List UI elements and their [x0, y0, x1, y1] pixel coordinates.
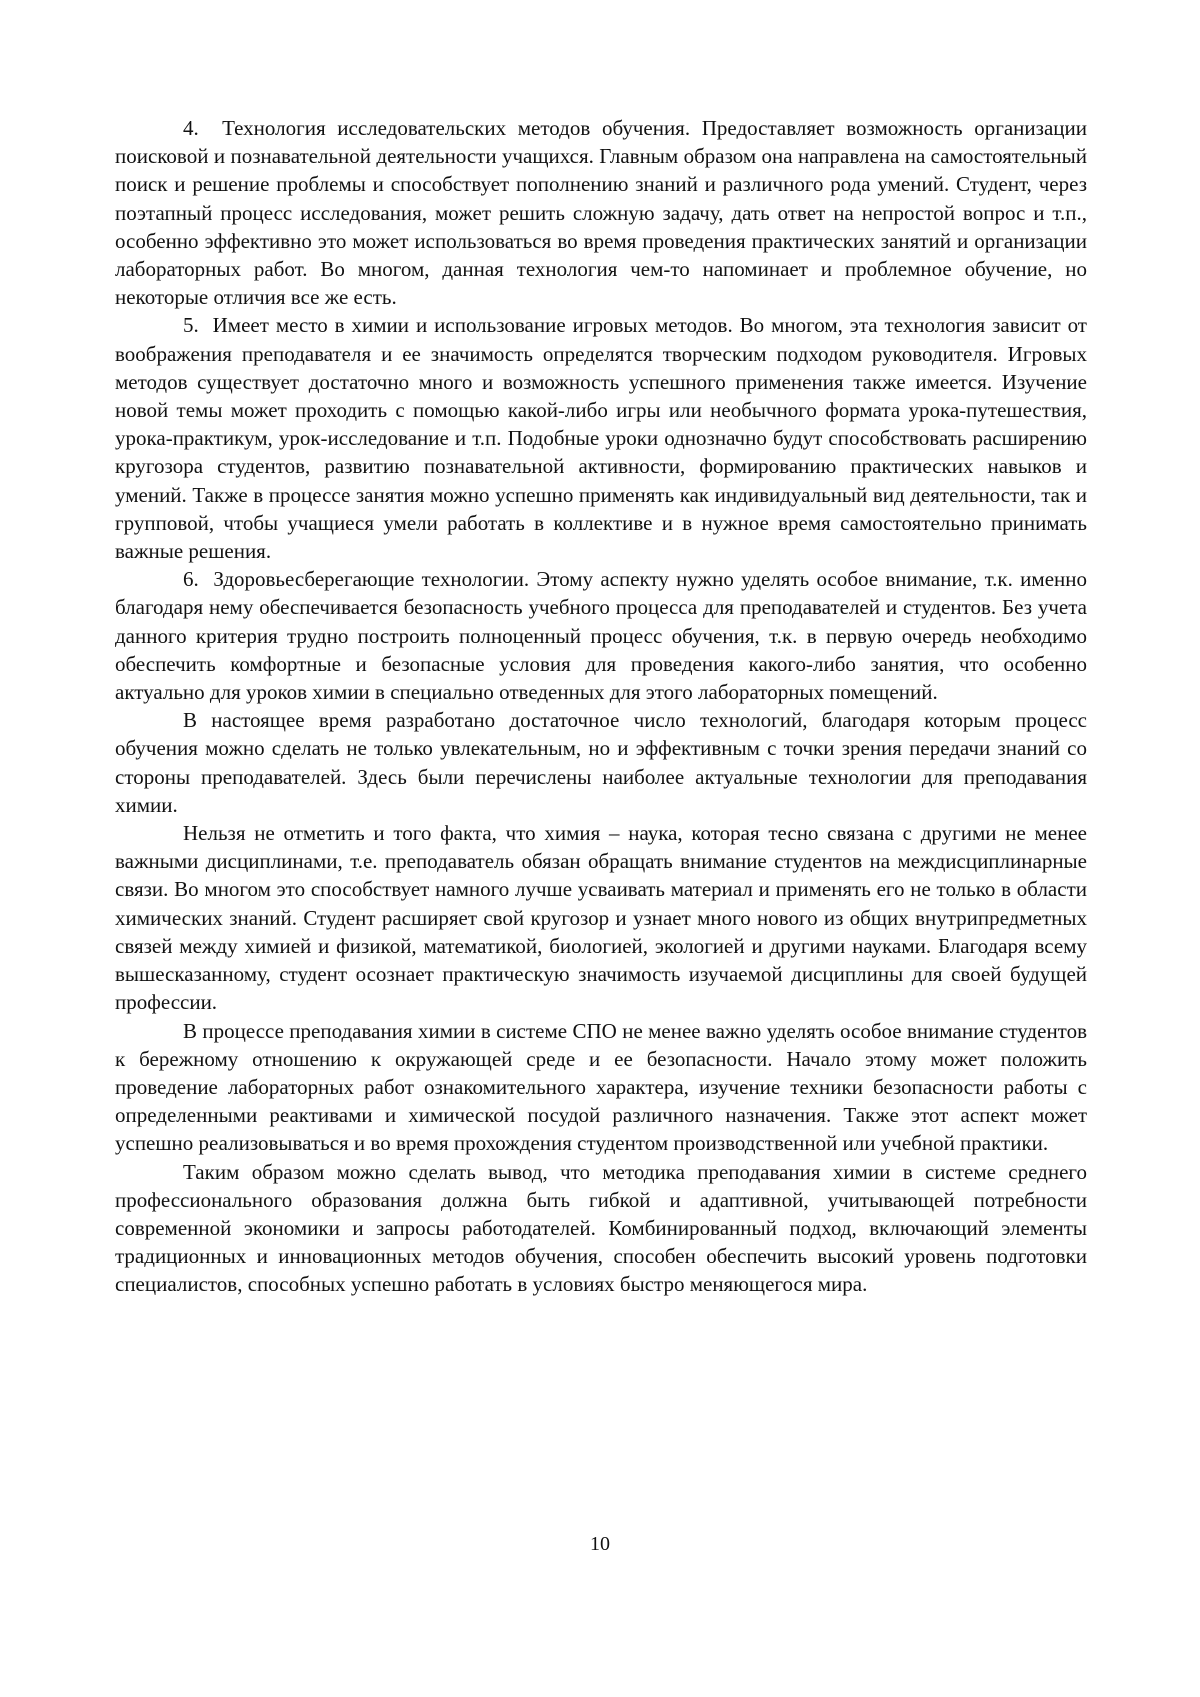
page-number: 10: [0, 1532, 1200, 1556]
document-page: [0, 0, 1200, 1697]
body-text: [115, 114, 1087, 1299]
paragraph-technology-research-methods: 4. Технология исследовательских методов обучения. Предоставляет возможность организации поисковой и познавательной деятельности учащихся. Главным образом она направлена на самостоятельный поиск и решение проблемы и способствует пополнению знаний и различного рода умений. Студент, через поэтапный процесс исследования, может решить сложную задачу, дать ответ на непростой вопрос и т.п., особенно эффективно это может использоваться во время проведения практических занятий и организации лабораторных работ. Во многом, данная технология чем-то напоминает и проблемное обучение, но некоторые отличия все же есть.: [115, 114, 1087, 311]
paragraph-environmental-care: В процессе преподавания химии в системе СПО не менее важно уделять особое внимание студентов к бережному отношению к окружающей среде и ее безопасности. Начало этому может положить проведение лабораторных работ ознакомительного характера, изучение техники безопасности работы с определенными реактивами и химической посудой различного назначения. Также этот аспект может успешно реализовываться и во время прохождения студентом производственной или учебной практики.: [115, 1017, 1087, 1158]
paragraph-interdisciplinary-links: Нельзя не отметить и того факта, что химия – наука, которая тесно связана с другими не менее важными дисциплинами, т.е. преподаватель обязан обращать внимание студентов на междисциплинарные связи. Во многом это способствует намного лучше усваивать материал и применять его не только в области химических знаний. Студент расширяет свой кругозор и узнает много нового из общих внутрипредметных связей между химией и физикой, математикой, биологией, экологией и другими науками. Благодаря всему вышесказанному, студент осознает практическую значимость изучаемой дисциплины для своей будущей профессии.: [115, 819, 1087, 1016]
paragraph-conclusion: Таким образом можно сделать вывод, что методика преподавания химии в системе среднего профессионального образования должна быть гибкой и адаптивной, учитывающей потребности современной экономики и запросы работодателей. Комбинированный подход, включающий элементы традиционных и инновационных методов обучения, способен обеспечить высокий уровень подготовки специалистов, способных успешно работать в условиях быстро меняющегося мира.: [115, 1158, 1087, 1299]
paragraph-health-saving-technologies: 6. Здоровьесберегающие технологии. Этому аспекту нужно уделять особое внимание, т.к. именно благодаря нему обеспечивается безопасность учебного процесса для преподавателей и студентов. Без учета данного критерия трудно построить полноценный процесс обучения, т.к. в первую очередь необходимо обеспечить комфортные и безопасные условия для проведения какого-либо занятия, что особенно актуально для уроков химии в специально отведенных для этого лабораторных помещений.: [115, 565, 1087, 706]
paragraph-current-technologies: В настоящее время разработано достаточное число технологий, благодаря которым процесс обучения можно сделать не только увлекательным, но и эффективным с точки зрения передачи знаний со стороны преподавателей. Здесь были перечислены наиболее актуальные технологии для преподавания химии.: [115, 706, 1087, 819]
paragraph-game-methods: 5. Имеет место в химии и использование игровых методов. Во многом, эта технология зависит от воображения преподавателя и ее значимость определятся творческим подходом руководителя. Игровых методов существует достаточно много и возможность успешного применения также имеется. Изучение новой темы может проходить с помощью какой-либо игры или необычного формата урока-путешествия, урока-практикум, урок-исследование и т.п. Подобные уроки однозначно будут способствовать расширению кругозора студентов, развитию познавательной активности, формированию практических навыков и умений. Также в процессе занятия можно успешно применять как индивидуальный вид деятельности, так и групповой, чтобы учащиеся умели работать в коллективе и в нужное время самостоятельно принимать важные решения.: [115, 311, 1087, 565]
